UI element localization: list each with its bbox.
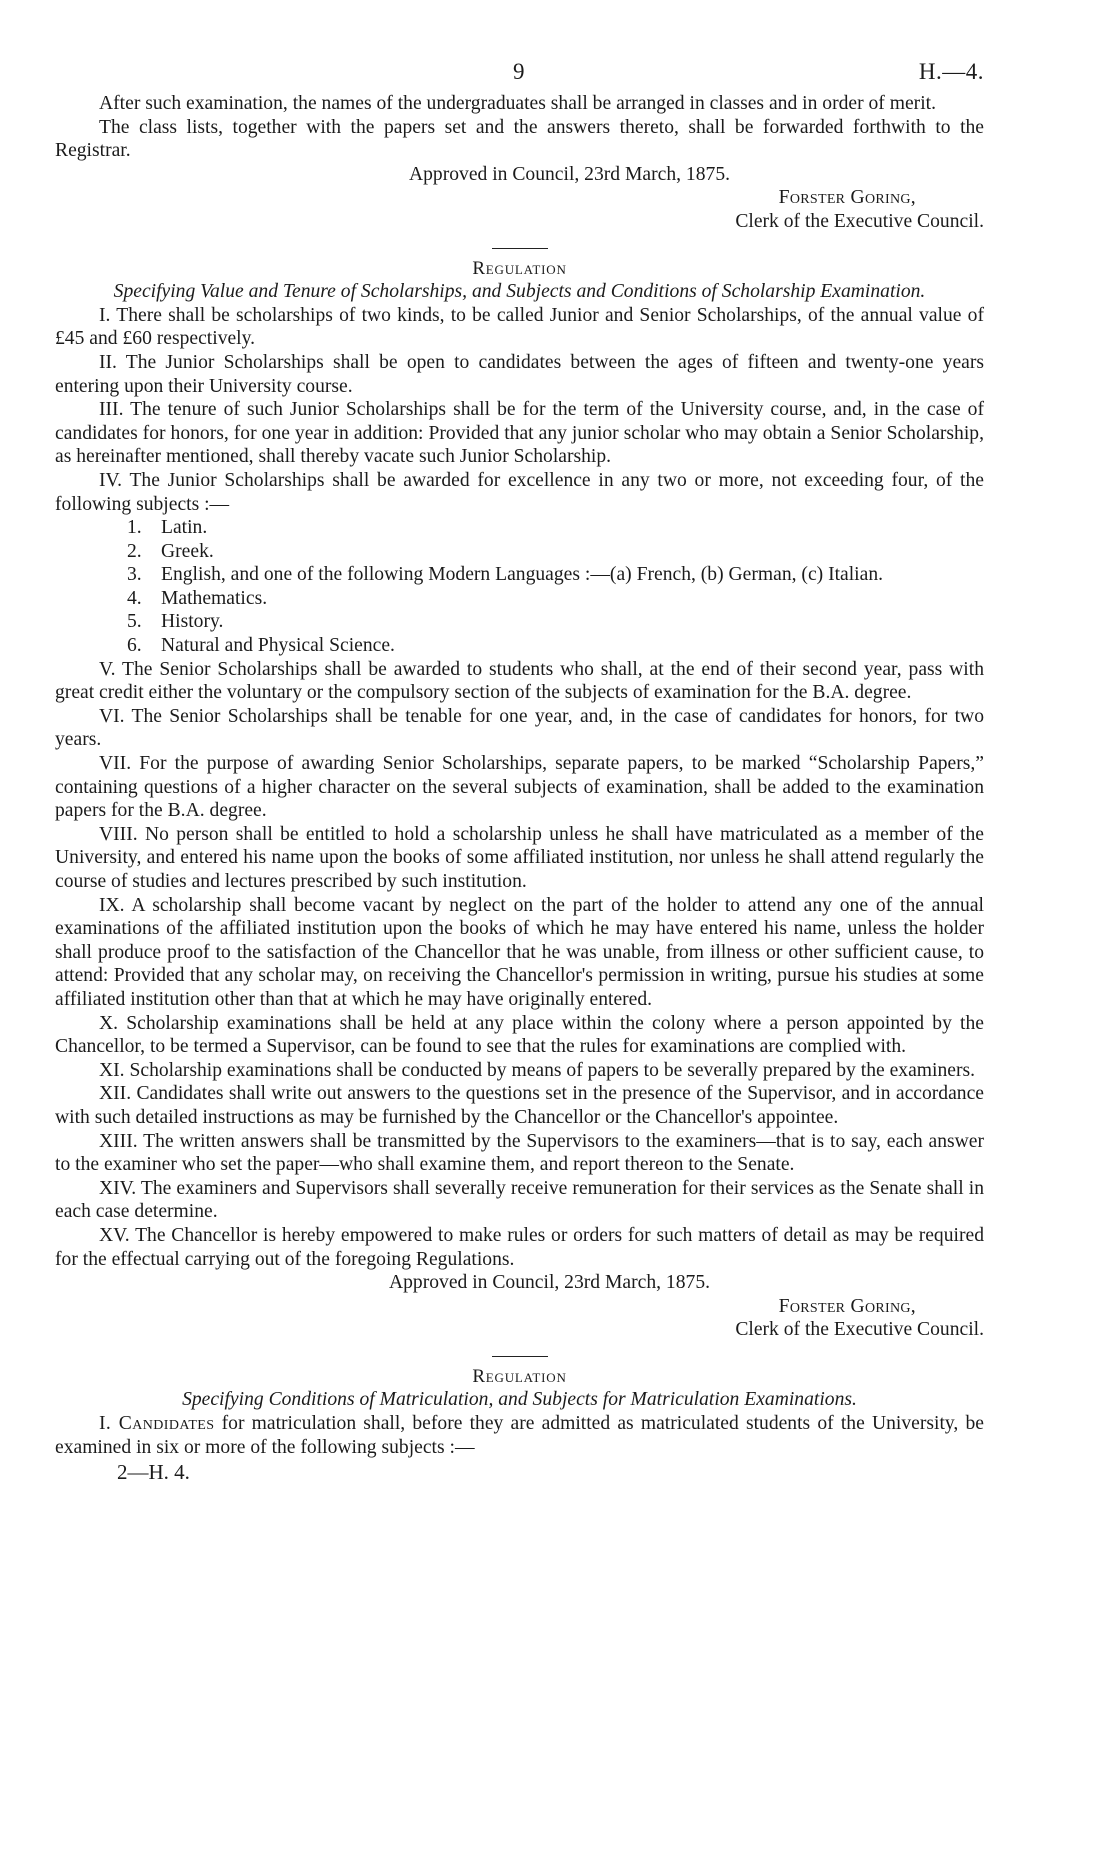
clause-6: VI. The Senior Scholarships shall be tenable for one year, and, in the case of candidates for honors, for two years. [55,705,984,751]
signatory-name: Forster Goring, [778,187,916,209]
clause-lead: I. Candidates [99,1413,215,1435]
clause-3: III. The tenure of such Junior Scholarships shall be for the term of the University course, and, in the case of candidates for honors, for one year in addition: Provided that any junior scholar who may obtain a Senior Scholarship, as hereinafter mentioned, shall thereby vacate such Junior Scholarship. [55,399,984,468]
regulation-heading: Regulation [472,257,567,279]
list-item: 6. Natural and Physical Science. [127,635,395,657]
list-item: 5. History. [127,611,224,633]
regulation-subtitle: Specifying Conditions of Matriculation, and Subjects for Matriculation Examinations. [182,1389,857,1411]
list-item: 2. Greek. [127,540,214,562]
printer-signature-mark: 2—H. 4. [117,1460,190,1485]
intro-paragraph-2: The class lists, together with the papers set and the answers thereto, shall be forwarded forthwith to the Registrar. [55,116,984,162]
approval-line: Approved in Council, 23rd March, 1875. [408,163,731,185]
list-item: 3. English, and one of the following Modern Languages :—(a) French, (b) German, (c) Italian. [127,564,884,586]
clause-text: for matriculation shall, before they are admitted as matriculated students of the University, be examined in six or more of the following subjects :— [55,1413,984,1458]
clause-7: VII. For the purpose of awarding Senior Scholarships, separate papers, to be marked “Scholarship Papers,” containing questions of a higher character on the several subjects of examination, shall be added to the examination papers for the B.A. degree. [55,753,984,822]
clause-15: XV. The Chancellor is hereby empowered to make rules or orders for such matters of detail as may be required for the effectual carrying out of the foregoing Regulations. [55,1224,984,1270]
clause-13: XIII. The written answers shall be transmitted by the Supervisors to the examiners—that is to say, each answer to the examiner who set the paper—who shall examine them, and report thereon to the Senate. [55,1130,984,1176]
regulation-subtitle: Specifying Value and Tenure of Scholarships, and Subjects and Conditions of Scholarship Examination. [113,281,926,303]
list-item: 4. Mathematics. [127,587,268,609]
clause-9: IX. A scholarship shall become vacant by neglect on the part of the holder to attend any one of the annual examinations of the affiliated institution upon the books of which he may have entered his name, unless the holder shall produce proof to the satisfaction of the Chancellor that he was unable, from illness or other sufficient cause, to attend: Provided that any scholar may, on receiving the Chancellor's permission in writing, pursue his studies at some affiliated institution other than that at which he may have originally entered. [55,894,984,1010]
intro-paragraph-1: After such examination, the names of the undergraduates shall be arranged in classes and in order of merit. [99,93,936,114]
signatory-title: Clerk of the Executive Council. [735,1319,984,1341]
matriculation-clause-1 [55,1412,984,1459]
clause-2: II. The Junior Scholarships shall be open to candidates between the ages of fifteen and twenty-one years entering upon their University course. [55,351,984,397]
clause-10: X. Scholarship examinations shall be held at any place within the colony where a person appointed by the Chancellor, to be termed a Supervisor, can be found to see that the rules for examinations are complied with. [55,1012,984,1058]
section-divider [492,248,548,249]
document-reference: H.—4. [918,59,984,84]
regulation-heading: Regulation [472,1365,567,1387]
clause-11: XI. Scholarship examinations shall be conducted by means of papers to be severally prepared by the examiners. [99,1059,975,1081]
clause-4: IV. The Junior Scholarships shall be awarded for excellence in any two or more, not exceeding four, of the following subjects :— [55,469,984,515]
regulation-matriculation [55,1365,984,1459]
page-header [55,56,984,92]
section-divider [492,1356,548,1357]
regulation-scholarships [55,257,984,1342]
list-item: 1. Latin. [127,517,208,539]
signatory-title: Clerk of the Executive Council. [735,210,984,232]
clause-8: VIII. No person shall be entitled to hold a scholarship unless he shall have matriculated as a member of the University, and entered his name upon the books of some affiliated institution, nor unless he shall attend regularly the course of studies and lectures prescribed by such institution. [55,823,984,892]
intro-section [55,92,984,234]
clause-5: V. The Senior Scholarships shall be awarded to students who shall, at the end of their second year, pass with great credit either the voluntary or the compulsory section of the subjects of examination for the B.A. degree. [55,658,984,704]
clause-14: XIV. The examiners and Supervisors shall severally receive remuneration for their services as the Senate shall in each case determine. [55,1177,984,1223]
subjects-list [55,516,984,658]
clause-1: I. There shall be scholarships of two kinds, to be called Junior and Senior Scholarships, of the annual value of £45 and £60 respectively. [55,304,984,350]
signatory-name: Forster Goring, [778,1295,916,1317]
page-number: 9 [513,59,525,84]
clause-12: XII. Candidates shall write out answers to the questions set in the presence of the Supervisor, and in accordance with such detailed instructions as may be furnished by the Chancellor or the Chancellor's appointee. [55,1083,984,1128]
approval-line: Approved in Council, 23rd March, 1875. [388,1272,711,1294]
